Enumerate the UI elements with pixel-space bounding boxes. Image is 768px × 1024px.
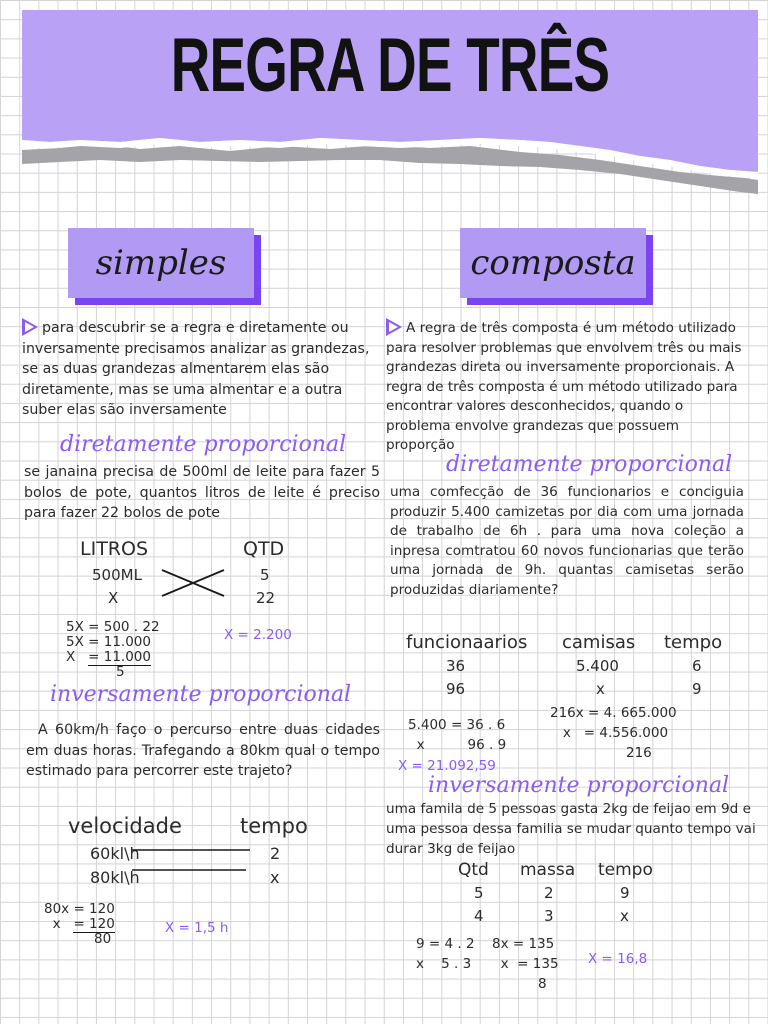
simples-direct-result: X = 2.200 <box>224 627 292 643</box>
table-header-tempo: tempo <box>240 814 308 838</box>
composta-inverse-heading: inversamente proporcional <box>428 773 730 798</box>
composta-direct-problem: uma comfecção de 36 funcionarios e conciguia produzir 5.400 camizetas por dia com uma jornada de trabalho de 6h . para uma nova coleção a inpresa comtratou 60 novos funcionarias que terão uma jornada de 9h. quantas camisetas serão produzidas diariamente? <box>390 484 744 598</box>
composta-inverse-result: X = 16,8 <box>588 951 648 967</box>
calc-line: 5.400 = 36 . 6 <box>408 717 506 733</box>
simples-direct-calc <box>66 620 160 680</box>
cross-multiplication-icon <box>160 566 226 600</box>
simples-direct-problem: se janaina precisa de 500ml de leite para fazer 5 bolos de pote, quantos litros de leite é preciso para fazer 22 bolos de pote <box>24 464 380 521</box>
composta-direct-calc-right <box>550 703 677 763</box>
table-cell: 96 <box>446 680 466 698</box>
table-cell: 9 <box>692 680 702 698</box>
table-header-qtd: QTD <box>243 538 285 560</box>
table-cell: 3 <box>544 907 554 925</box>
table-cell: 5 <box>260 566 270 584</box>
calc-line: 5X = 500 . 22 <box>66 619 160 635</box>
table-cell: 9 <box>620 884 630 902</box>
table-cell: x <box>270 868 280 887</box>
calc-line: 8x = 135 <box>492 936 555 952</box>
calc-line: x = 120 <box>52 916 115 932</box>
composta-direct-heading: diretamente proporcional <box>446 452 733 477</box>
calc-line: 5 <box>116 664 125 680</box>
composta-inverse-calc-left <box>416 934 475 974</box>
table-header-velocidade: velocidade <box>68 814 182 838</box>
calc-line: 80 <box>94 931 112 947</box>
triangle-bullet-icon <box>22 318 38 336</box>
calc-line: x = 135 <box>500 956 559 972</box>
table-cell: 22 <box>256 589 276 607</box>
composta-direct-result: X = 21.092,59 <box>398 758 496 774</box>
table-cell: 6 <box>692 657 702 675</box>
table-cell: x <box>596 680 605 698</box>
calc-line: 9 = 4 . 2 <box>416 936 475 952</box>
table-header-tempo: tempo <box>598 860 653 880</box>
table-header-massa: massa <box>520 860 576 880</box>
simples-direct-heading: diretamente proporcional <box>60 432 347 457</box>
calc-line: 5X = 11.000 <box>66 634 151 650</box>
composta-inverse-problem: uma famila de 5 pessoas gasta 2kg de feijao em 9d e uma pessoa dessa familia se mudar quanto tempo vai durar 3kg de feijao <box>386 801 756 857</box>
simples-intro: para descubrir se a regra e diretamente ou inversamente precisamos analizar as grandezas, se as duas grandezas almentarem elas são diretamente, mas se uma almentar e a outra suber elas são inversamente <box>22 320 370 418</box>
table-header-camisas: camisas <box>562 632 636 653</box>
calc-line: X = 11.000 <box>66 649 151 665</box>
table-cell: x <box>620 907 629 925</box>
simples-inverse-calc <box>44 902 115 947</box>
composta-intro: A regra de três composta é um método utilizado para resolver problemas que envolvem três ou mais grandezas direta ou inversamente proporcionais. A regra de três composta é um método utilizado para encontrar valores desconhecidos, quando o problema envolve grandezas que possuem proporção <box>386 320 742 453</box>
page-title: REGRA DE TRÊS <box>170 23 610 108</box>
table-cell: 2 <box>544 884 554 902</box>
label-composta: composta <box>460 228 646 298</box>
table-header-tempo: tempo <box>664 632 723 653</box>
table-cell: 36 <box>446 657 466 675</box>
table-cell: 5 <box>474 884 484 902</box>
simples-inverse-heading: inversamente proporcional <box>50 682 352 707</box>
table-cell: 80kl\h <box>90 868 140 887</box>
table-cell: 500ML <box>92 566 142 584</box>
table-cell: 60kl\h <box>90 844 140 863</box>
table-cell: 2 <box>270 844 281 863</box>
composta-inverse-calc-right <box>492 934 559 994</box>
table-cell: 5.400 <box>576 657 619 675</box>
calc-line: x = 4.556.000 <box>562 725 669 741</box>
calc-line: 216x = 4. 665.000 <box>550 705 677 721</box>
table-cell: 4 <box>474 907 484 925</box>
calc-line: 8 <box>538 976 547 992</box>
simples-inverse-problem: A 60km/h faço o percurso entre duas cidades em duas horas. Trafegando a 80km qual o tempo estimado para percorrer este trajeto? <box>26 722 380 779</box>
composta-direct-calc-left <box>408 715 506 755</box>
table-header-qtd: Qtd <box>458 860 489 880</box>
triangle-bullet-icon <box>386 318 402 336</box>
table-header-funcionarios: funcionaarios <box>406 632 528 653</box>
calc-line: x 5 . 3 <box>416 956 472 972</box>
torn-paper-decoration <box>0 120 768 210</box>
simples-inverse-result: X = 1,5 h <box>165 920 229 936</box>
table-cell: X <box>108 589 119 607</box>
table-header-litros: LITROS <box>80 538 149 560</box>
calc-line: 216 <box>626 745 652 761</box>
label-simples: simples <box>68 228 254 298</box>
calc-line: x 96 . 9 <box>416 737 507 753</box>
parallel-lines-icon <box>130 846 252 876</box>
calc-line: 80x = 120 <box>44 901 115 917</box>
